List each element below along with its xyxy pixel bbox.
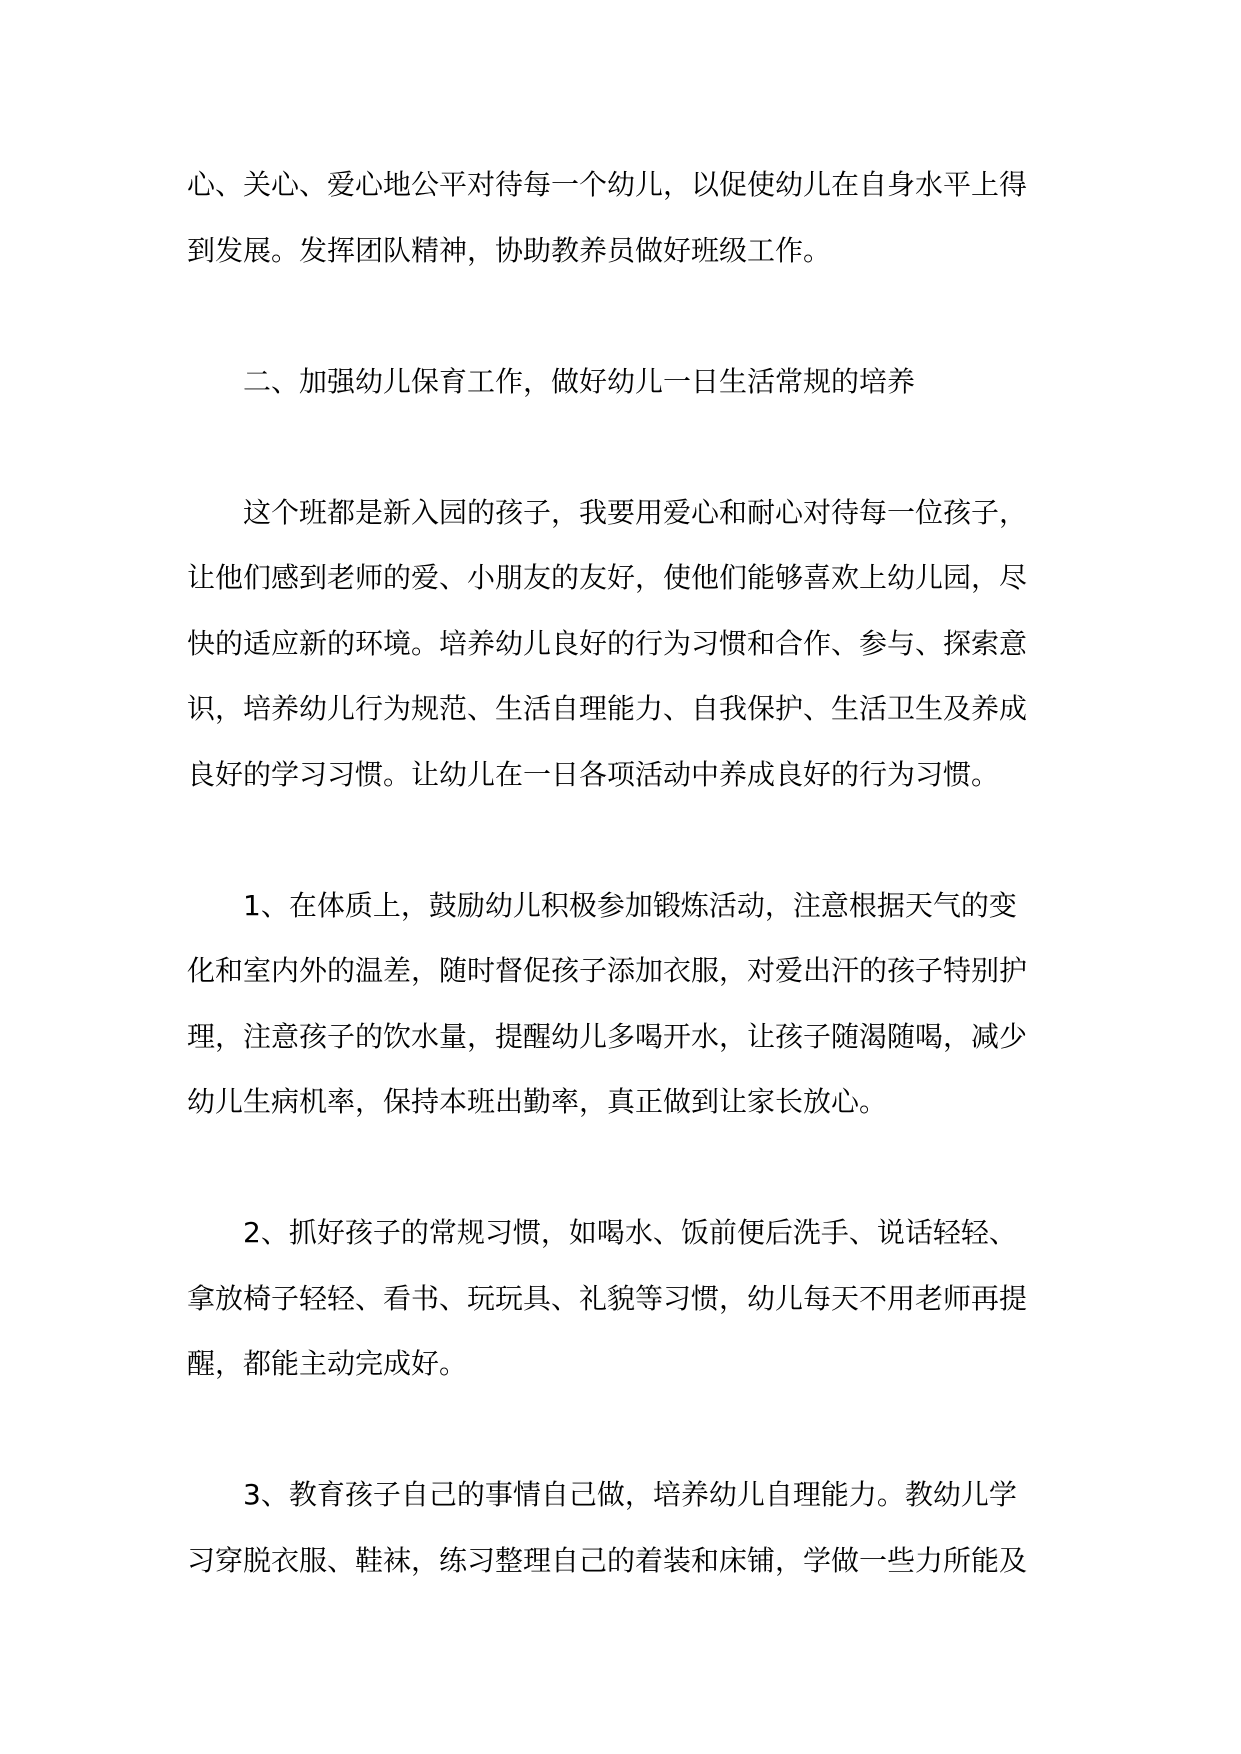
text-line: 2、抓好孩子的常规习惯，如喝水、饭前便后洗手、说话轻轻、	[243, 1216, 1017, 1249]
text-line: 拿放椅子轻轻、看书、玩玩具、礼貌等习惯，幼儿每天不用老师再提	[187, 1281, 1028, 1315]
paragraph-gap	[187, 283, 1067, 349]
paragraph-gap	[187, 414, 1067, 480]
text-line: 心、关心、爱心地公平对待每一个幼儿，以促使幼儿在自身水平上得	[187, 168, 1028, 201]
paragraph-item-1	[187, 873, 1067, 1135]
paragraph-item-2	[187, 1200, 1067, 1397]
paragraph-continuation	[187, 152, 1067, 283]
text-line: 化和室内外的温差，随时督促孩子添加衣服，对爱出汗的孩子特别护	[187, 954, 1028, 987]
text-line: 3、教育孩子自己的事情自己做，培养幼儿自理能力。教幼儿学	[243, 1478, 1017, 1511]
paragraph-intro	[187, 480, 1067, 808]
section-heading	[187, 349, 1067, 415]
text-line: 良好的学习习惯。让幼儿在一日各项活动中养成良好的行为习惯。	[187, 757, 1000, 791]
paragraph-gap	[187, 1397, 1067, 1463]
text-line: 到发展。发挥团队精神，协助教养员做好班级工作。	[187, 233, 832, 267]
text-line: 幼儿生病机率，保持本班出勤率，真正做到让家长放心。	[187, 1085, 888, 1118]
text-line: 二、加强幼儿保育工作，做好幼儿一日生活常规的培养	[243, 364, 916, 398]
paragraph-item-3	[187, 1462, 1067, 1593]
text-line: 习穿脱衣服、鞋袜，练习整理自己的着装和床铺，学做一些力所能及	[187, 1543, 1028, 1577]
text-line: 让他们感到老师的爱、小朋友的友好，使他们能够喜欢上幼儿园，尽	[187, 561, 1028, 594]
text-line: 醒，都能主动完成好。	[187, 1347, 468, 1380]
text-line: 识，培养幼儿行为规范、生活自理能力、自我保护、生活卫生及养成	[187, 692, 1028, 725]
paragraph-gap	[187, 807, 1067, 873]
document-body	[187, 152, 1067, 1593]
text-line: 这个班都是新入园的孩子，我要用爱心和耐心对待每一位孩子，	[243, 495, 1028, 529]
paragraph-gap	[187, 1135, 1067, 1201]
text-line: 1、在体质上，鼓励幼儿积极参加锻炼活动，注意根据天气的变	[243, 888, 1017, 922]
text-line: 快的适应新的环境。培养幼儿良好的行为习惯和合作、参与、探索意	[187, 626, 1028, 660]
text-line: 理，注意孩子的饮水量，提醒幼儿多喝开水，让孩子随渴随喝，减少	[187, 1019, 1028, 1053]
